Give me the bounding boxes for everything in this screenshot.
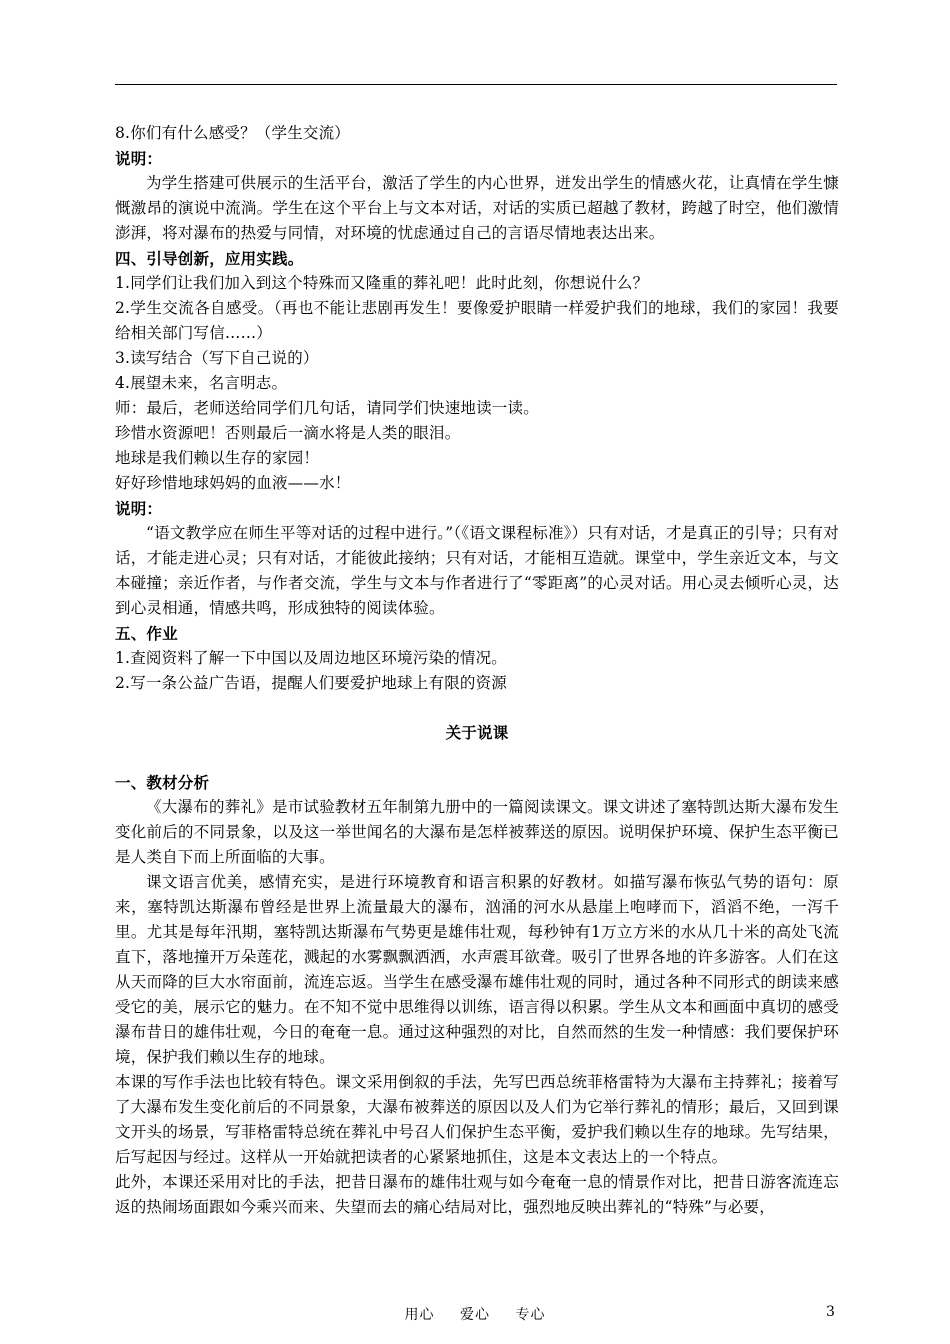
footer-word: 专心 [515, 1307, 546, 1323]
body-paragraph: 课文语言优美，感情充实，是进行环境教育和语言积累的好教材。如描写瀑布恢弘气势的语句：原来，塞特凯达斯瀑布曾经是世界上流量最大的瀑布，汹涌的河水从悬崖上咆哮而下，滔滔不绝，一泻千里。尤其是每年汛期，塞特凯达斯瀑布气势更是雄伟壮观，每秒钟有1万立方米的水从几十米的高处飞流直下，落地撞开万朵莲花，溅起的水雾飘飘洒洒，水声震耳欲聋。吸引了世界各地的许多游客。人们在这从天而降的巨大水帘面前，流连忘返。当学生在感受瀑布雄伟壮观的同时，通过各种不同形式的朗读来感受它的美，展示它的魅力。在不知不觉中思维得以训练，语言得以积累。学生从文本和画面中真切的感受瀑布昔日的雄伟壮观，今日的奄奄一息。通过这种强烈的对比，自然而然的生发一种情感：我们要保护环境，保护我们赖以生存的地球。 [115, 873, 839, 1066]
list-item: 2.写一条公益广告语，提醒人们要爱护地球上有限的资源 [115, 674, 507, 692]
note-paragraph: 为学生搭建可供展示的生活平台，激活了学生的内心世界，迸发出学生的情感火花，让真情在学生慷慨激昂的演说中流淌。学生在这个平台上与文本对话，对话的实质已超越了教材，跨越了时空，他们激情澎湃，将对瀑布的热爱与同情，对环境的忧虑通过自己的言语尽情地表达出来。 [115, 174, 839, 242]
footer-word: 爱心 [460, 1307, 490, 1323]
footer-word: 用心 [404, 1307, 435, 1323]
list-item: 1.查阅资料了解一下中国以及周边地区环境污染的情况。 [115, 649, 507, 667]
list-item: 2.学生交流各自感受。（再也不能让悲剧再发生！要像爱护眼睛一样爱护我们的地球，我们的家园！我要给相关部门写信……） [115, 299, 839, 342]
page-content [115, 121, 839, 1220]
section-heading: 五、作业 [115, 624, 178, 643]
section-heading: 四、引导创新，应用实践。 [115, 249, 304, 268]
quote-line: 珍惜水资源吧！否则最后一滴水将是人类的眼泪。 [115, 424, 461, 442]
body-paragraph: 《大瀑布的葬礼》是市试验教材五年制第九册中的一篇阅读课文。课文讲述了塞特凯达斯大瀑布发生变化前后的不同景象，以及这一举世闻名的大瀑布是怎样被葬送的原因。说明保护环境、保护生态平衡已是人类自下而上所面临的大事。 [115, 798, 839, 866]
quote-line: 地球是我们赖以生存的家园！ [115, 449, 320, 467]
list-item: 3.读写结合（写下自己说的） [115, 349, 319, 367]
list-item: 8.你们有什么感受？（学生交流） [115, 124, 350, 142]
header-rule [115, 84, 837, 85]
page-number: 3 [826, 1304, 835, 1320]
body-paragraph: 此外，本课还采用对比的手法，把昔日瀑布的雄伟壮观与如今奄奄一息的情景作对比，把昔日游客流连忘返的热闹场面跟如今乘兴而来、失望而去的痛心结局对比，强烈地反映出葬礼的“特殊”与必要， [115, 1173, 839, 1216]
teacher-line: 师：最后，老师送给同学们几句话，请同学们快速地读一读。 [115, 399, 539, 417]
note-label: 说明： [115, 149, 163, 168]
section-heading: 一、教材分析 [115, 773, 210, 792]
quote-line: 好好珍惜地球妈妈的血液——水！ [115, 474, 351, 492]
note-label: 说明： [115, 499, 163, 518]
list-item: 4.展望未来，名言明志。 [115, 374, 288, 392]
document-title: 关于说课 [445, 723, 509, 742]
body-paragraph: 本课的写作手法也比较有特色。课文采用倒叙的手法，先写巴西总统菲格雷特为大瀑布主持葬礼；接着写了大瀑布发生变化前后的不同景象，大瀑布被葬送的原因以及人们为它举行葬礼的情形；最后，又回到课文开头的场景，写菲格雷特总统在葬礼中号召人们保护生态平衡，爱护我们赖以生存的地球。先写结果，后写起因与经过。这样从一开始就把读者的心紧紧地抓住，这是本文表达上的一个特点。 [115, 1073, 839, 1166]
footer-motto [0, 1304, 950, 1324]
note-paragraph: “语文教学应在师生平等对话的过程中进行。”（《语文课程标准》）只有对话，才是真正的引导；只有对话，才能走进心灵；只有对话，才能彼此接纳；只有对话，才能相互造就。课堂中，学生亲近文本，与文本碰撞；亲近作者，与作者交流，学生与文本与作者进行了“零距离”的心灵对话。用心灵去倾听心灵，达到心灵相通，情感共鸣，形成独特的阅读体验。 [115, 524, 839, 617]
list-item: 1.同学们让我们加入到这个特殊而又隆重的葬礼吧！此时此刻，你想说什么？ [115, 274, 649, 292]
